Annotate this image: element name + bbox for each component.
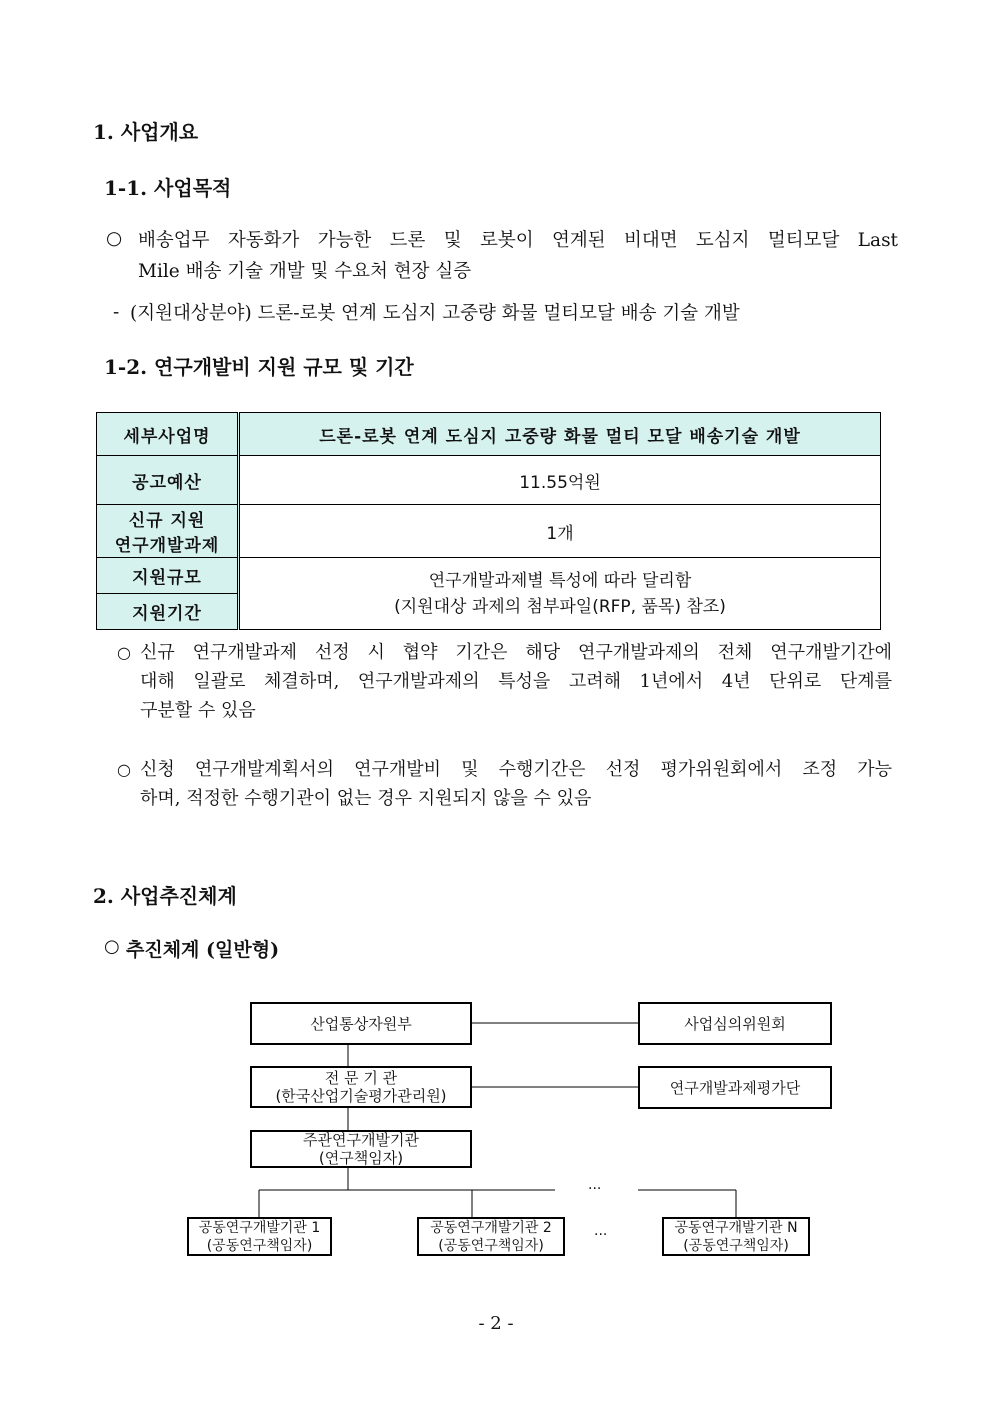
note1-line2: 대해 일괄로 체결하며, 연구개발과제의 특성을 고려해 1년에서 4년 단위로 단계를 <box>140 671 892 692</box>
ellipsis-mid: ··· <box>594 1227 608 1243</box>
box-lead-line1: 주관연구개발기관 <box>303 1131 419 1149</box>
value-scale-period-line2: (지원대상 과제의 첨부파일(RFP, 품목) 참조) <box>394 596 726 617</box>
box-jointN-line2: (공동연구책임자) <box>683 1237 789 1254</box>
label-support-scale: 지원규모 <box>97 558 239 594</box>
bullet-circle: ○ <box>106 228 123 249</box>
box-eval-team-label: 연구개발과제평가단 <box>669 1078 801 1097</box>
box-joint2-line1: 공동연구개발기관 2 <box>430 1219 552 1236</box>
box-joint-n <box>662 1217 810 1256</box>
box-committee-label: 사업심의위원회 <box>684 1014 786 1033</box>
box-agency-line1: 전 문 기 관 <box>324 1069 398 1087</box>
value-program-name: 드론-로봇 연계 도심지 고중량 화물 멀티 모달 배송기술 개발 <box>239 413 881 456</box>
box-committee <box>638 1002 832 1045</box>
box-lead-institution <box>250 1130 472 1168</box>
box-joint2-line2: (공동연구책임자) <box>438 1237 544 1254</box>
ellipsis-top: ··· <box>588 1181 602 1197</box>
section1-2-title: 1-2. 연구개발비 지원 규모 및 기간 <box>104 355 414 379</box>
dash-mark: - <box>113 302 120 323</box>
section2-title: 2. 사업추진체계 <box>93 884 237 908</box>
label-budget: 공고예산 <box>97 456 239 505</box>
box-eval-team <box>638 1066 832 1109</box>
box-joint-1 <box>187 1217 332 1256</box>
box-joint1-line2: (공동연구책임자) <box>206 1237 313 1254</box>
value-new-projects: 1개 <box>239 505 881 558</box>
value-scale-period-line1: 연구개발과제별 특성에 따라 달리함 <box>428 570 692 591</box>
box-ministry <box>250 1002 472 1045</box>
box-joint-2 <box>417 1217 565 1256</box>
support-field: (지원대상분야) 드론-로봇 연계 도심지 고중량 화물 멀티모달 배송 기술 개발 <box>130 303 740 324</box>
section2-sub-title: 추진체계 (일반형) <box>126 939 280 961</box>
box-jointN-line1: 공동연구개발기관 N <box>674 1219 798 1236</box>
section1-title: 1. 사업개요 <box>93 120 199 144</box>
purpose-line-2: Mile 배송 기술 개발 및 수요처 현장 실증 <box>138 261 472 282</box>
page-number: - 2 - <box>478 1313 514 1334</box>
box-agency-line2: (한국산업기술평가관리원) <box>275 1087 447 1105</box>
label-new-projects-line1: 신규 지원 <box>128 511 206 531</box>
note1-line3: 구분할 수 있음 <box>140 700 256 721</box>
purpose-line-1: 배송업무 자동화가 가능한 드론 및 로봇이 연계된 비대면 도심지 멀티모달 Last <box>138 230 898 251</box>
label-support-period: 지원기간 <box>97 594 239 630</box>
section2-sub-mark: ○ <box>104 936 120 957</box>
note2-line2: 하며, 적정한 수행기관이 없는 경우 지원되지 않을 수 있음 <box>140 788 592 809</box>
value-budget: 11.55억원 <box>239 456 881 505</box>
box-agency <box>250 1066 472 1108</box>
section1-1-title: 1-1. 사업목적 <box>104 176 232 200</box>
box-ministry-label: 산업통상자원부 <box>310 1014 412 1033</box>
note1-line1: 신규 연구개발과제 선정 시 협약 기간은 해당 연구개발과제의 전체 연구개발기간에 <box>140 642 892 663</box>
box-joint1-line1: 공동연구개발기관 1 <box>198 1219 321 1236</box>
note2-line1: 신청 연구개발계획서의 연구개발비 및 수행기간은 선정 평가위원회에서 조정 가능 <box>140 759 892 780</box>
box-lead-line2: (연구책임자) <box>318 1149 404 1167</box>
note2-mark: ○ <box>117 760 131 779</box>
note1-mark: ○ <box>117 643 131 662</box>
label-program-name: 세부사업명 <box>97 413 239 456</box>
label-new-projects-line2: 연구개발과제 <box>114 536 220 556</box>
